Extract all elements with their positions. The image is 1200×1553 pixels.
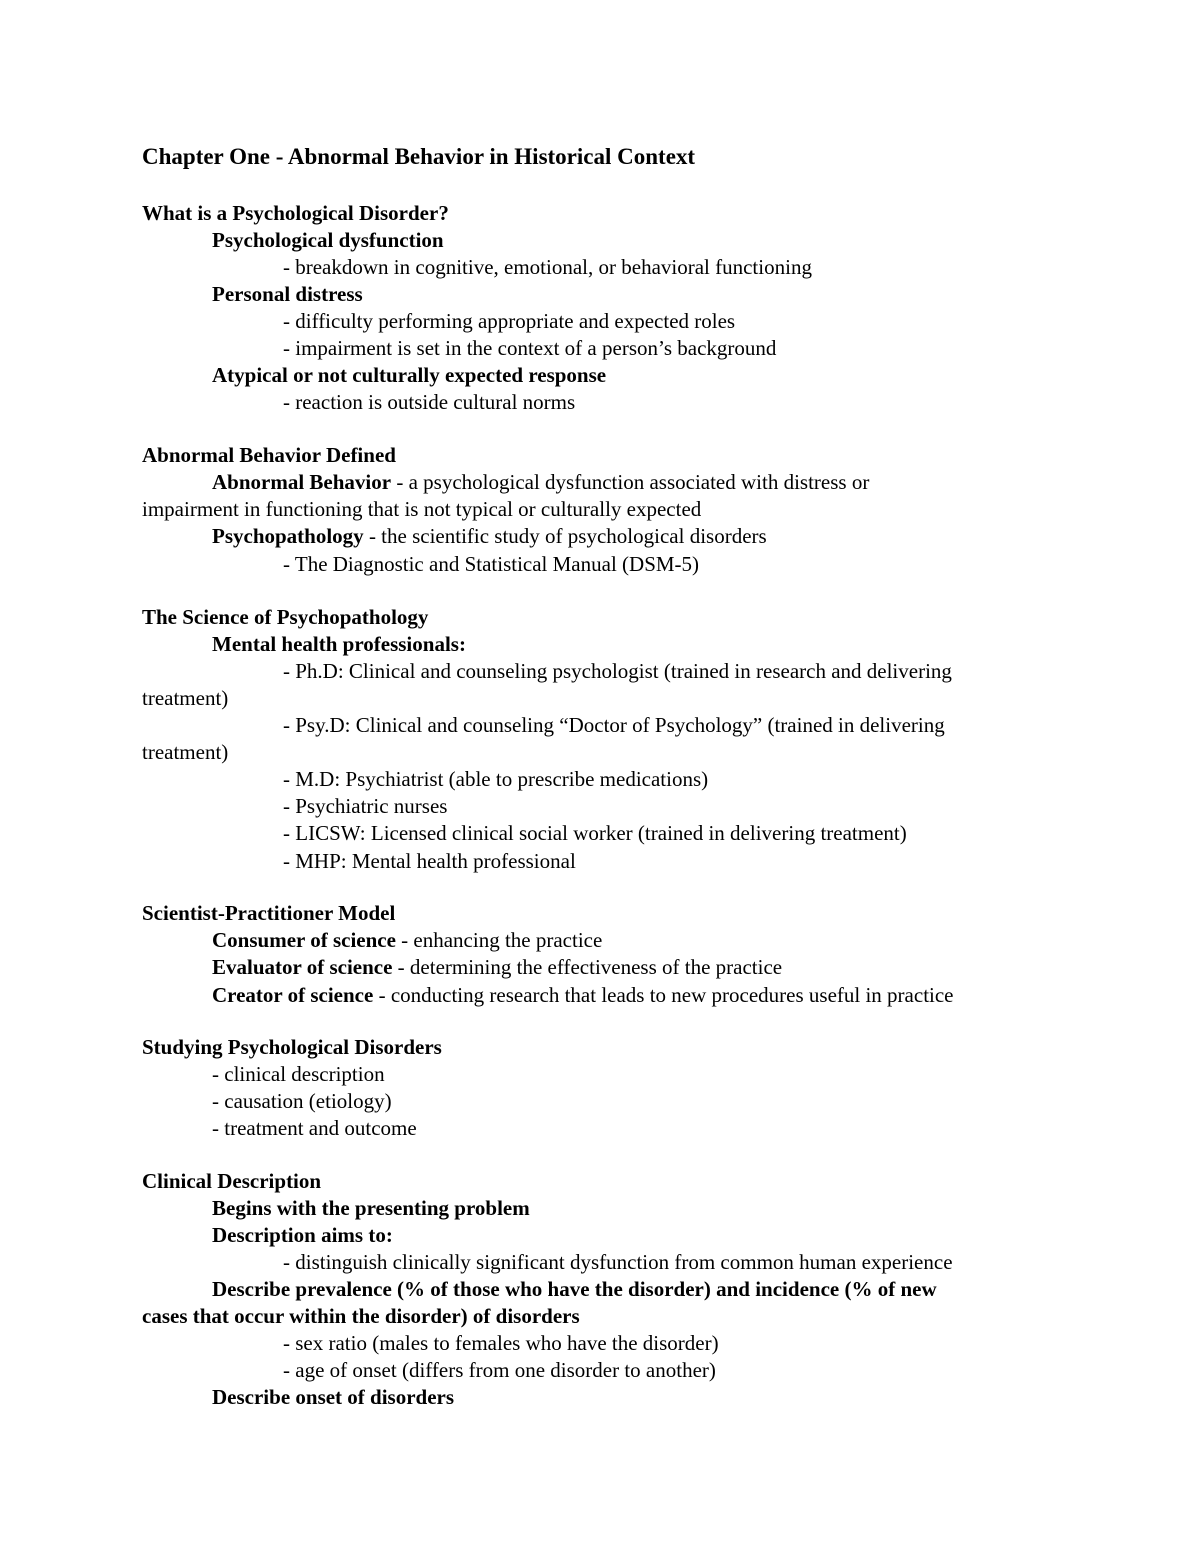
term-prevalence-1: Describe prevalence (% of those who have the disorder) and incidence (% of new (212, 1277, 937, 1301)
section-heading-defined: Abnormal Behavior Defined (142, 443, 396, 467)
point-age-onset: - age of onset (differs from one disorder to another) (283, 1358, 716, 1382)
term-abnormal-behavior: Abnormal Behavior (212, 470, 392, 494)
term-description-aims: Description aims to: (212, 1223, 393, 1247)
term-mental-health-professionals: Mental health professionals: (212, 632, 466, 656)
term-consumer-of-science: Consumer of science (212, 928, 396, 952)
definition-creator-text: - conducting research that leads to new procedures useful in practice (373, 983, 954, 1007)
point-clinical-description: - clinical description (212, 1062, 385, 1086)
point-distress-1: - difficulty performing appropriate and expected roles (283, 309, 736, 333)
definition-abnormal-text-1: - a psychological dysfunction associated with distress or (391, 470, 870, 494)
definition-creator (212, 982, 1132, 1008)
chapter-title: Chapter One - Abnormal Behavior in Historical Context (142, 144, 696, 169)
point-sex-ratio: - sex ratio (males to females who have the disorder) (283, 1331, 719, 1355)
point-phd-2: treatment) (142, 686, 229, 710)
term-psychological-dysfunction: Psychological dysfunction (212, 228, 444, 252)
point-licsw: - LICSW: Licensed clinical social worker (trained in delivering treatment) (283, 821, 907, 845)
point-treatment-outcome: - treatment and outcome (212, 1116, 417, 1140)
point-psyd-2: treatment) (142, 740, 229, 764)
definition-evaluator-text: - determining the effectiveness of the practice (392, 955, 783, 979)
section-heading-model: Scientist-Practitioner Model (142, 901, 396, 925)
point-phd-1: - Ph.D: Clinical and counseling psychologist (trained in research and delivering (283, 659, 952, 683)
point-dsm: - The Diagnostic and Statistical Manual (DSM-5) (283, 552, 700, 576)
definition-consumer (212, 927, 1132, 953)
definition-consumer-text: - enhancing the practice (395, 928, 603, 952)
term-presenting-problem: Begins with the presenting problem (212, 1196, 530, 1220)
point-nurses: - Psychiatric nurses (283, 794, 448, 818)
section-heading-studying: Studying Psychological Disorders (142, 1035, 442, 1059)
point-atypical: - reaction is outside cultural norms (283, 390, 576, 414)
point-aims: - distinguish clinically significant dysfunction from common human experience (283, 1250, 953, 1274)
definition-psychopathology (212, 523, 1132, 549)
term-personal-distress: Personal distress (212, 282, 363, 306)
section-heading-disorder: What is a Psychological Disorder? (142, 201, 449, 225)
term-describe-onset: Describe onset of disorders (212, 1385, 455, 1409)
term-evaluator-of-science: Evaluator of science (212, 955, 393, 979)
point-md: - M.D: Psychiatrist (able to prescribe medications) (283, 767, 709, 791)
definition-abnormal-behavior (212, 469, 1132, 495)
term-psychopathology: Psychopathology (212, 524, 364, 548)
section-heading-science: The Science of Psychopathology (142, 605, 429, 629)
section-heading-clinical: Clinical Description (142, 1169, 322, 1193)
point-mhp: - MHP: Mental health professional (283, 849, 576, 873)
term-atypical-response: Atypical or not culturally expected response (212, 363, 607, 387)
point-psyd-1: - Psy.D: Clinical and counseling “Doctor of Psychology” (trained in delivering (283, 713, 945, 737)
definition-abnormal-text-2: impairment in functioning that is not typical or culturally expected (142, 497, 702, 521)
point-causation: - causation (etiology) (212, 1089, 392, 1113)
term-creator-of-science: Creator of science (212, 983, 374, 1007)
definition-evaluator (212, 954, 1132, 980)
term-prevalence-2: cases that occur within the disorder) of disorders (142, 1304, 580, 1328)
point-distress-2: - impairment is set in the context of a person’s background (283, 336, 777, 360)
definition-psychopathology-text: - the scientific study of psychological disorders (363, 524, 767, 548)
point-dysfunction: - breakdown in cognitive, emotional, or behavioral functioning (283, 255, 812, 279)
